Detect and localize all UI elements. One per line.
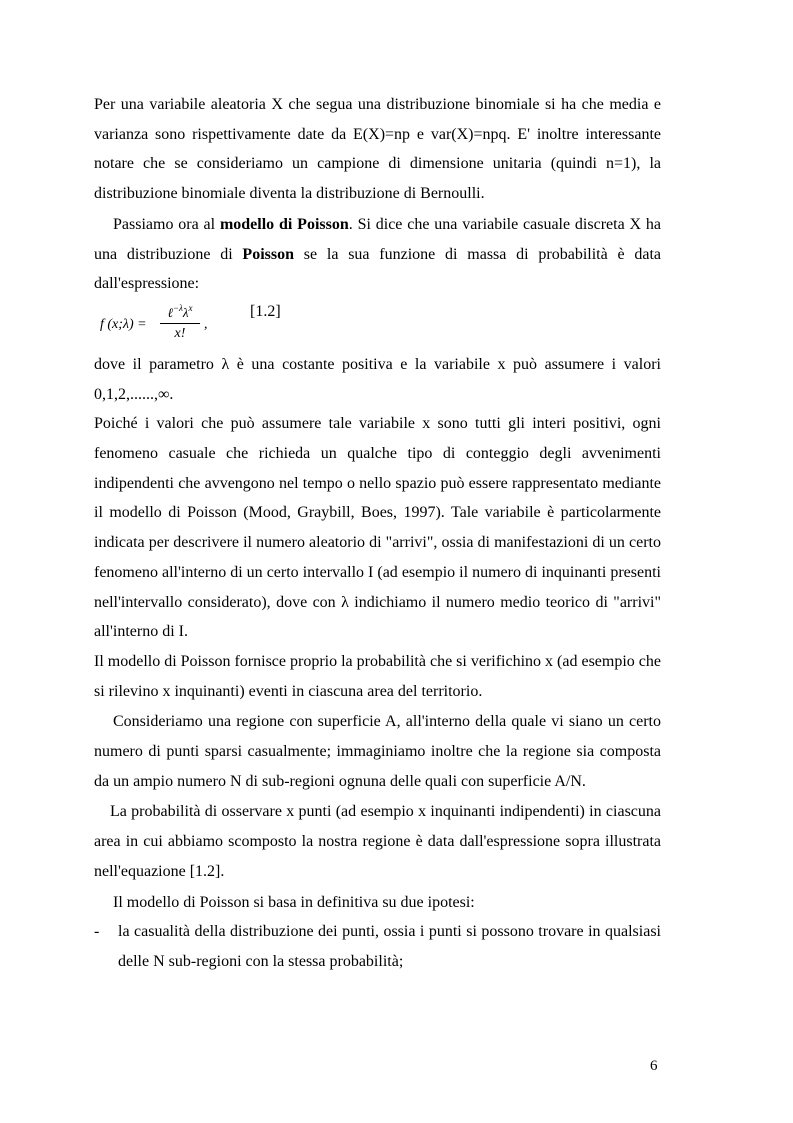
text-run: se la sua funzione di massa di probabilità è data dall'espressione:	[94, 245, 661, 293]
paragraph-poisson-probability: Il modello di Poisson fornisce proprio la probabilità che si verifichino x (ad esempio che si rilevino x inquinanti) eventi in ciascuna area del territorio.	[94, 652, 661, 700]
equation-reference: [1.2]	[250, 302, 281, 320]
list-item-text: la casualità della distribuzione dei punti, ossia i punti si possono trovare in qualsiasi delle N sub-regioni con la stessa probabilità;	[118, 923, 661, 970]
fraction-bar	[160, 323, 200, 324]
paragraph-observation-probability: La probabilità di osservare x punti (ad esempio x inquinanti indipendenti) in ciascuna area in cui abbiamo scomposto la nostra regione è data dall'espressione sopra illustrata nell'equazione [1.2].	[94, 803, 661, 880]
paragraph-poisson-applications: Poiché i valori che può assumere tale variabile x sono tutti gli interi positivi, ogni fenomeno casuale che richieda un qualche tipo di conteggio degli avvenimenti indipendenti che avvengono nel tempo o nello spazio può essere rappresentato mediante il modello di Poisson (Mood, Graybill, Boes, 1997). Tale variabile è particolarmente indicata per descrivere il numero aleatorio di "arrivi", ossia di manifestazioni di un certo fenomeno all'interno di un certo intervallo I (ad esempio il numero di inquinanti presenti nell'intervallo considerato), dove con λ indichiamo il numero medio teorico di "arrivi" all'interno di I.	[94, 415, 661, 641]
list-item	[94, 917, 661, 976]
formula-lhs: f (x;λ) =	[100, 316, 147, 332]
equation-1-2	[94, 304, 661, 350]
paragraph-binomial-mean-variance: Per una variabile aleatoria X che segua una distribuzione binomiale si ha che media e varianza sono rispettivamente date da E(X)=np e var(X)=npq. E' inoltre interessante notare che se consideriamo un campione di dimensione unitaria (quindi n=1), la distribuzione binomiale diventa la distribuzione di Bernoulli.	[94, 96, 661, 203]
numerator-base: ℓ	[167, 304, 173, 320]
paragraph-hypotheses-intro: Il modello di Poisson si basa in definitiva su due ipotesi:	[113, 893, 475, 911]
text-run: . Si dice che una variabile casuale discreta X ha una distribuzione di	[94, 215, 662, 263]
formula-comma: ,	[204, 316, 208, 332]
bullet-dash: -	[94, 923, 100, 941]
formula-denominator: x!	[174, 325, 186, 341]
paragraph-lambda-parameter: dove il parametro λ è una costante positiva e la variabile x può assumere i valori 0,1,2,......,∞.	[94, 355, 661, 403]
page-number: 6	[650, 1058, 658, 1074]
bold-term-poisson-model: modello di Poisson	[219, 215, 349, 233]
paragraph-region-example: Consideriamo una regione con superficie A, all'interno della quale vi siano un certo numero di punti sparsi casualmente; immaginiamo inoltre che la regione sia composta da un ampio numero N di sub-regioni ognuna delle quali con superficie A/N.	[94, 713, 661, 790]
numerator-exponent: −λ	[172, 302, 183, 313]
formula-fraction	[160, 304, 200, 341]
bold-term-poisson: Poisson	[242, 245, 294, 263]
numerator-lambda: λ	[182, 304, 189, 320]
formula-numerator	[160, 304, 200, 322]
paragraph-poisson-intro	[94, 210, 661, 299]
text-run: Passiamo ora al	[113, 215, 220, 233]
numerator-lambda-exponent: x	[188, 302, 193, 313]
document-page	[94, 90, 661, 977]
